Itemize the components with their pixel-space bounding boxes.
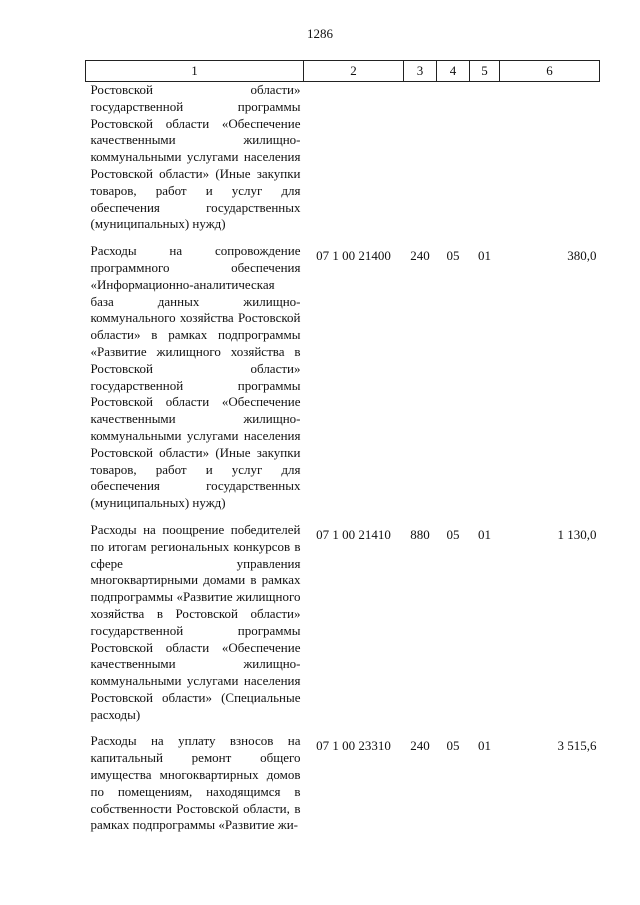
row-expense-type <box>404 82 437 244</box>
row-target-code <box>304 82 404 244</box>
row-target-code: 07 1 00 23310 <box>316 738 391 754</box>
header-row <box>86 61 600 82</box>
row-amount: 1 130,0 <box>557 526 597 542</box>
table-row <box>86 243 600 522</box>
row-section <box>437 82 470 244</box>
row-description: Расходы на поощрение победителей по итогам региональных конкурсов в сфере управления многоквартирными домами в рамках подпрограммы «Развитие жилищного хозяйства в Ростовской области» государственной программы Ростовской области «Обеспечение качественными жилищно-коммунальными услугами населения Ростовской области» (Специальные расходы) <box>90 521 301 722</box>
row-amount <box>500 82 600 244</box>
row-section: 05 <box>446 738 460 754</box>
row-section: 05 <box>446 248 460 264</box>
header-col-1: 1 <box>86 61 304 82</box>
table-row <box>86 82 600 244</box>
row-amount: 380,0 <box>567 248 597 264</box>
row-description: Ростовской области» государственной программы Ростовской области «Обеспечение качественными жилищно-коммунальными услугами населения Ростовской области» (Иные закупки товаров, работ и услуг для обеспечения государственных (муниципальных) нужд) <box>90 82 301 232</box>
row-subsection: 01 <box>478 526 491 542</box>
budget-table <box>85 60 600 844</box>
row-amount: 3 515,6 <box>557 738 597 754</box>
row-section: 05 <box>446 526 460 542</box>
row-expense-type: 880 <box>410 526 430 542</box>
header-col-5: 5 <box>470 61 500 82</box>
header-col-2: 2 <box>304 61 404 82</box>
row-description: Расходы на уплату взносов на капитальный ремонт общего имущества многоквартирных домов по помещениям, находящимся в собственности Ростовской области, в рамках подпрограммы «Развитие жи- <box>90 733 301 833</box>
row-subsection: 01 <box>478 248 491 264</box>
row-subsection <box>470 82 500 244</box>
header-col-6: 6 <box>500 61 600 82</box>
row-target-code: 07 1 00 21410 <box>316 526 391 542</box>
table-row <box>86 733 600 844</box>
page-number: 1286 <box>307 26 333 41</box>
row-expense-type: 240 <box>410 738 430 754</box>
header-col-4: 4 <box>437 61 470 82</box>
row-expense-type: 240 <box>410 248 430 264</box>
header-col-3: 3 <box>404 61 437 82</box>
table-row <box>86 522 600 734</box>
row-target-code: 07 1 00 21400 <box>316 248 391 264</box>
row-description: Расходы на сопровождение программного обеспечения «Информационно-аналитическая база данных жилищно-коммунального хозяйства Ростовской области» в рамках подпрограммы «Развитие жилищного хозяйства в Ростовской области» государственной программы Ростовской области «Обеспечение качественными жилищно-коммунальными услугами населения Ростовской области» (Иные закупки товаров, работ и услуг для обеспечения государственных (муниципальных) нужд) <box>90 243 301 511</box>
row-subsection: 01 <box>478 738 491 754</box>
